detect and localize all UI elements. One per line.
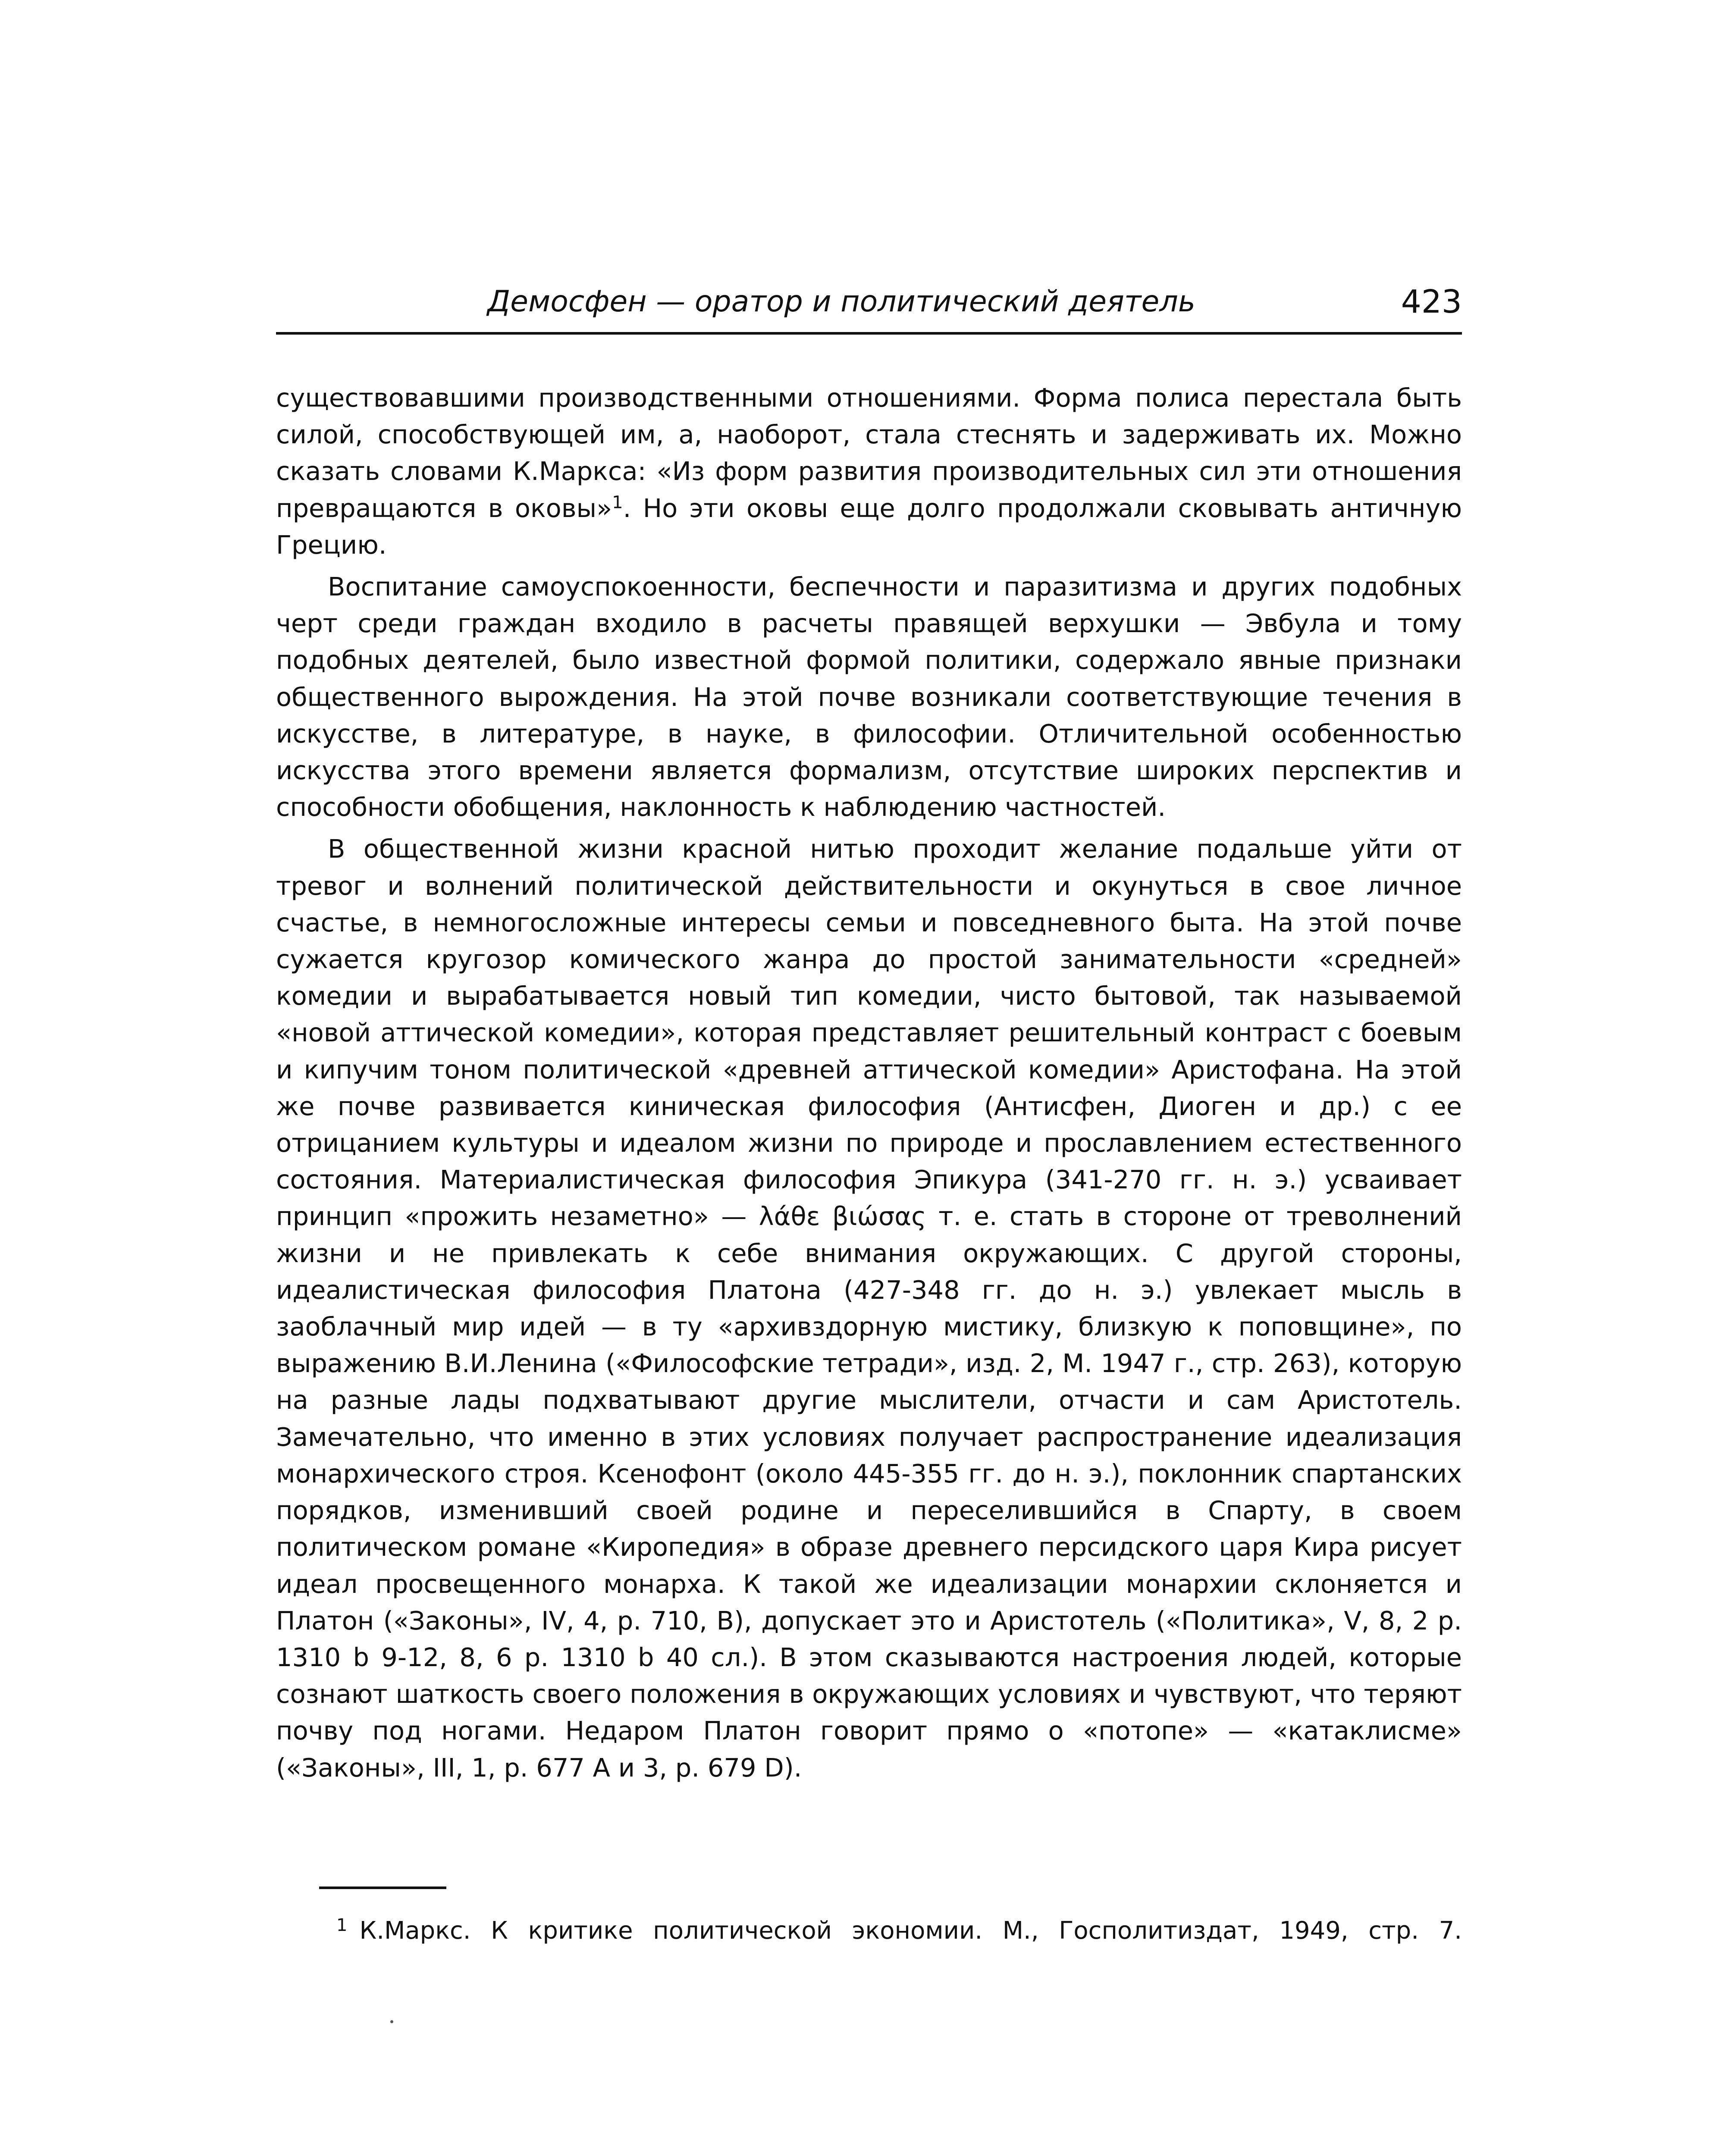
paragraph-1 bbox=[276, 379, 1462, 563]
footnote-text: К.Маркс. К критике политической экономии. М., Госполитиздат, 1949, стр. 7. bbox=[359, 1917, 1462, 1945]
page-number: 423 bbox=[1401, 283, 1462, 320]
footnote bbox=[336, 1906, 1462, 1950]
footnote-reference: 1 bbox=[612, 492, 623, 512]
paragraph-2: Воспитание самоуспокоенности, беспечности и паразитизма и других подобных черт среди граждан входило в расчеты правящей верхушки — Эвбула и тому подобных деятелей, было известной формой политики, содержало явные признаки общественного вырождения. На этой почве возникали соответствующие течения в искусстве, в литературе, в науке, в философии. Отличительной особенностью искусства этого времени является формализм, отсутствие широких перспектив и способности обобщения, наклонность к наблюдению частностей. bbox=[276, 572, 1462, 822]
scan-speck bbox=[390, 2020, 393, 2023]
paragraph-3: В общественной жизни красной нитью проходит желание подальше уйти от тревог и волнений политической действительности и окунуться в свое личное счастье, в немногосложные интересы семьи и повседневного быта. На этой почве сужается кругозор комического жанра до простой занимательности «средней» комедии и вырабатывается новый тип комедии, чисто бытовой, так называемой «новой аттической комедии», которая представляет решительный контраст с боевым и кипучим тоном политической «древней аттической комедии» Аристофана. На этой же почве развивается киническая философия (Антисфен, Диоген и др.) с ее отрицанием культуры и идеалом жизни по природе и прославлением естественного состояния. Материалистическая философия Эпикура (341-270 гг. н. э.) усваивает принцип «прожить незаметно» — λάθε βιώσας т. е. стать в стороне от треволнений жизни и не привлекать к себе внимания окружающих. С другой стороны, идеалистическая философия Платона (427-348 гг. до н. э.) увлекает мысль в заоблачный мир идей — в ту «архивздорную мистику, близкую к поповщине», по выражению В.И.Ленина («Философские тетради», изд. 2, М. 1947 г., стр. 263), которую на разные лады подхватывают другие мыслители, отчасти и сам Аристотель. Замечательно, что именно в этих условиях получает распространение идеализация монархического строя. Ксенофонт (около 445-355 гг. до н. э.), поклонник спартанских порядков, изменивший своей родине и переселившийся в Спарту, в своем политическом романе «Киропедия» в образе древнего персидского царя Кира рисует идеал просвещенного монарха. К такой же идеализации монархии склоняется и Платон («Законы», IV, 4, p. 710, B), допускает это и Аристотель («Политика», V, 8, 2 p. 1310 b 9-12, 8, 6 p. 1310 b 40 сл.). В этом сказываются настроения людей, которые сознают шаткость своего положения в окружающих условиях и чувствуют, что теряют почву под ногами. Недаром Платон говорит прямо о «потопе» — «катаклисме» («Законы», III, 1, p. 677 A и 3, p. 679 D). bbox=[276, 834, 1462, 1783]
body-text bbox=[276, 379, 1462, 1786]
paragraph-1-text-a: существовавшими производственными отношениями. Форма полиса перестала быть силой, способствующей им, а, наоборот, стала стеснять и задерживать их. Можно сказать словами К.Маркса: «Из форм развития производительных сил эти отношения превращаются в оковы» bbox=[276, 383, 1462, 523]
running-title: Демосфен — оратор и политический деятель bbox=[487, 285, 1195, 319]
paragraph-1-text-b: . Но эти оковы еще долго продолжали сковывать античную Грецию. bbox=[276, 493, 1462, 560]
footnote-mark: 1 bbox=[336, 1915, 348, 1935]
running-header bbox=[276, 280, 1462, 335]
footnote-divider bbox=[319, 1887, 446, 1889]
